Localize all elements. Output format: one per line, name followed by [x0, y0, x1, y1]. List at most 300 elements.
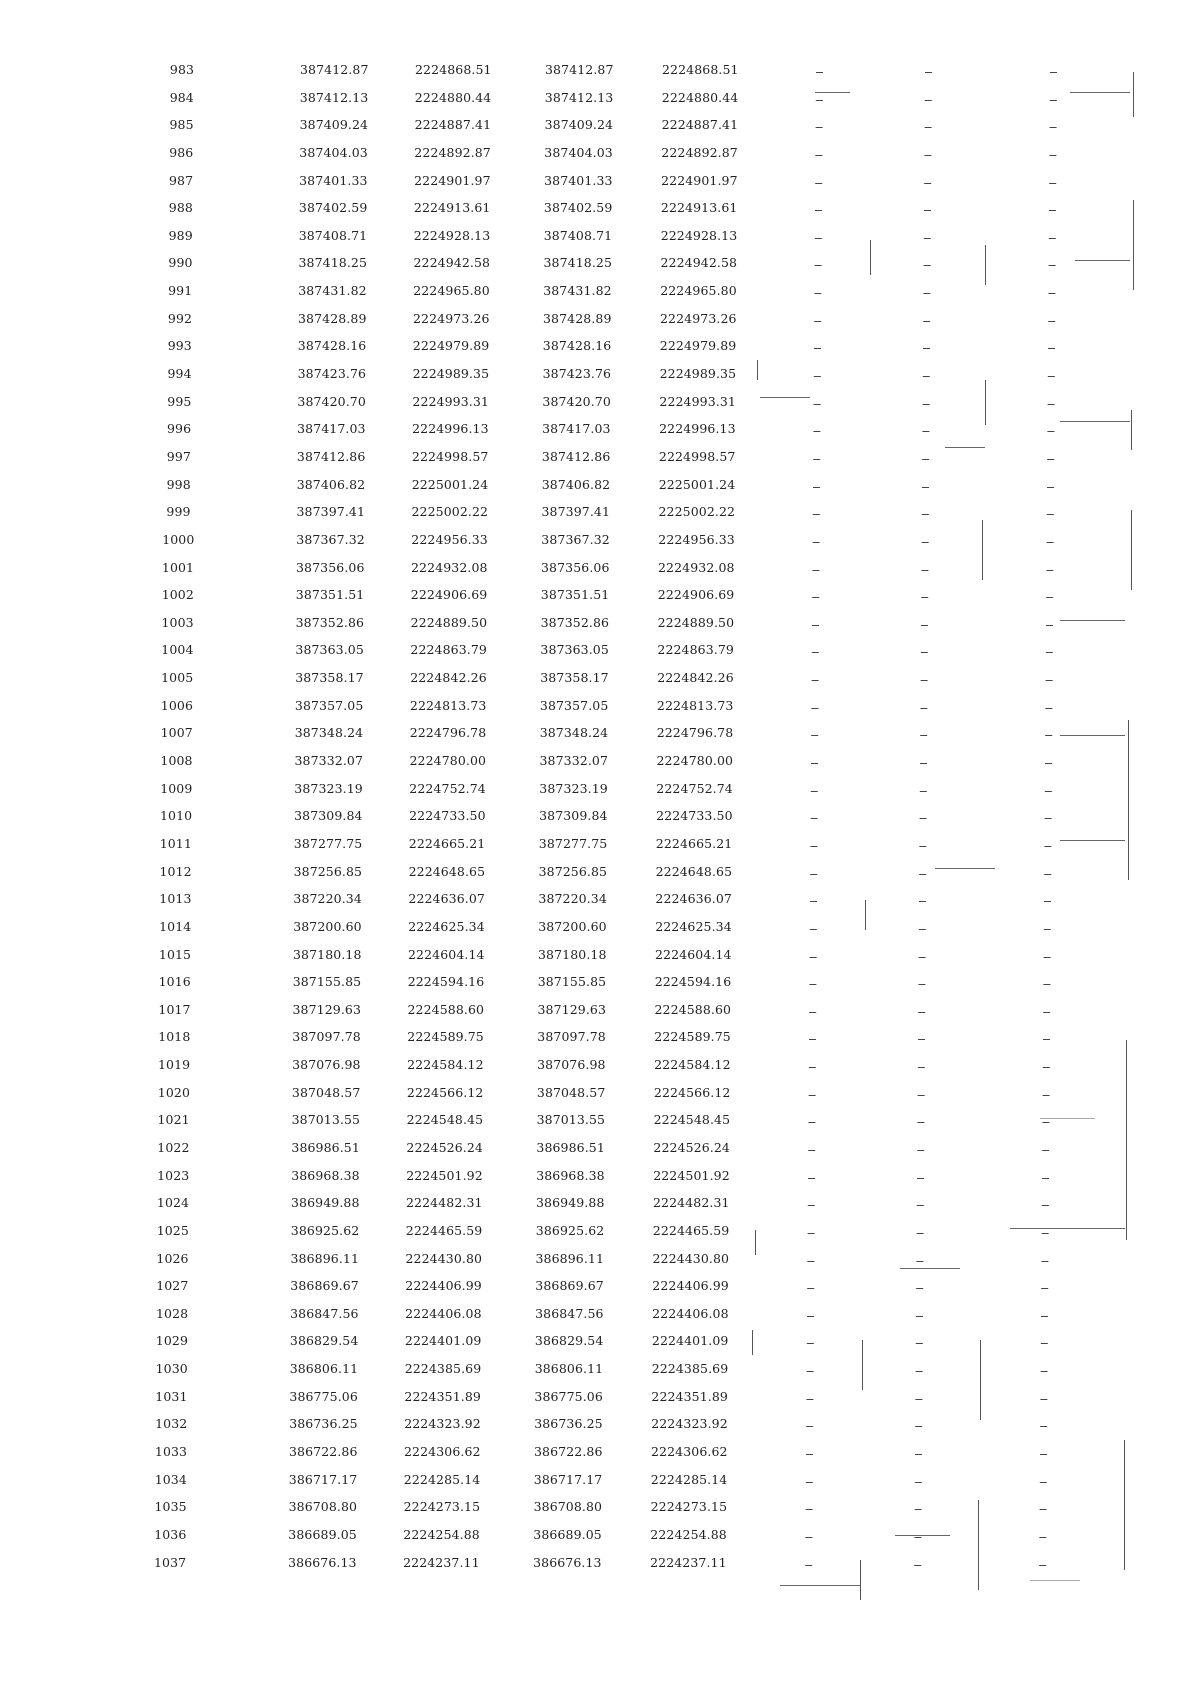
point-number: 987	[169, 172, 194, 188]
y-coordinate: 2224965.80	[413, 283, 490, 299]
scan-line	[815, 92, 850, 93]
table-row	[150, 1083, 1130, 1111]
x-coordinate: 387418.25	[298, 255, 367, 271]
empty-cell-dash	[811, 708, 818, 709]
y-coordinate: 2224956.33	[411, 531, 488, 547]
table-row	[150, 1553, 1130, 1581]
scan-line	[1075, 260, 1130, 261]
y-coordinate: 2224998.57	[411, 448, 489, 464]
x-coordinate: 387155.85	[292, 974, 362, 990]
point-number: 1008	[160, 753, 193, 769]
y-coordinate-repeat: 2224868.51	[662, 62, 739, 77]
point-number: 1010	[159, 808, 193, 824]
x-coordinate: 387401.33	[299, 172, 368, 188]
x-coordinate-repeat: 386676.13	[533, 1554, 602, 1570]
x-coordinate: 387404.03	[299, 144, 368, 160]
point-number: 1000	[162, 531, 195, 547]
point-number: 1028	[155, 1305, 189, 1321]
y-coordinate-repeat: 2224993.31	[659, 393, 736, 409]
table-row	[150, 1442, 1130, 1470]
scan-line	[757, 360, 758, 380]
empty-cell-dash	[813, 542, 820, 543]
x-coordinate-repeat: 386869.67	[535, 1278, 604, 1294]
scan-line	[752, 1330, 753, 1355]
empty-cell-dash	[1048, 321, 1055, 322]
empty-cell-dash	[815, 238, 822, 239]
y-coordinate-repeat: 2224584.12	[654, 1057, 731, 1073]
empty-cell-dash	[914, 1537, 921, 1538]
scan-line	[870, 240, 871, 275]
point-number: 1005	[161, 670, 194, 686]
empty-cell-dash	[813, 431, 820, 432]
x-coordinate-repeat: 386736.25	[534, 1416, 603, 1432]
x-coordinate: 387048.57	[291, 1084, 361, 1100]
scan-line	[1030, 1580, 1080, 1581]
empty-cell-dash	[808, 1178, 815, 1179]
table-row	[150, 972, 1130, 1000]
x-coordinate: 387397.41	[296, 504, 365, 520]
empty-cell-dash	[810, 957, 817, 958]
empty-cell-dash	[806, 1454, 813, 1455]
empty-cell-dash	[923, 404, 930, 405]
y-coordinate: 2224636.07	[408, 891, 485, 907]
empty-cell-dash	[808, 1122, 815, 1123]
y-coordinate: 2224913.61	[413, 200, 491, 216]
table-row	[150, 779, 1130, 807]
y-coordinate: 2224625.34	[408, 918, 485, 934]
empty-cell-dash	[1046, 680, 1053, 681]
scan-line	[1131, 410, 1132, 450]
x-coordinate-repeat: 387348.24	[539, 725, 609, 741]
x-coordinate: 387256.85	[293, 863, 363, 879]
point-number: 1013	[159, 891, 192, 907]
empty-cell-dash	[917, 1233, 924, 1234]
y-coordinate: 2224880.44	[414, 89, 492, 105]
table-row	[150, 1055, 1130, 1083]
table-row	[150, 862, 1130, 890]
table-row	[150, 917, 1130, 945]
scan-line	[985, 245, 986, 285]
empty-cell-dash	[1045, 735, 1052, 736]
x-coordinate: 386968.38	[291, 1167, 360, 1183]
y-coordinate: 2224928.13	[413, 227, 491, 243]
x-coordinate-repeat: 387358.17	[540, 670, 609, 686]
scan-line	[760, 397, 810, 398]
point-number: 1020	[157, 1084, 191, 1100]
empty-cell-dash	[921, 625, 928, 626]
x-coordinate: 387420.70	[297, 393, 366, 409]
point-number: 1018	[158, 1029, 191, 1045]
empty-cell-dash	[919, 846, 926, 847]
x-coordinate-repeat: 387406.82	[541, 476, 611, 492]
empty-cell-dash	[917, 1122, 924, 1123]
scan-line	[1133, 200, 1134, 290]
x-coordinate: 387220.34	[293, 891, 362, 907]
empty-cell-dash	[1043, 1012, 1050, 1013]
y-coordinate-repeat: 2224406.99	[652, 1278, 729, 1294]
point-number: 1012	[159, 863, 192, 879]
x-coordinate-repeat: 387417.03	[542, 421, 611, 437]
y-coordinate: 2224780.00	[409, 753, 487, 769]
y-coordinate: 2224892.87	[414, 144, 491, 160]
y-coordinate: 2224863.79	[410, 642, 487, 658]
scan-line	[1060, 620, 1125, 621]
table-row	[150, 668, 1130, 696]
empty-cell-dash	[812, 625, 819, 626]
table-row	[150, 309, 1130, 337]
y-coordinate: 2224996.13	[412, 421, 489, 437]
point-number: 1017	[158, 1001, 191, 1017]
y-coordinate: 2224526.24	[406, 1139, 483, 1155]
point-number: 1004	[161, 642, 194, 658]
x-coordinate-repeat: 387367.32	[541, 531, 610, 547]
point-number: 999	[166, 504, 191, 520]
point-number: 1003	[161, 614, 194, 630]
empty-cell-dash	[1046, 625, 1053, 626]
table-row	[150, 226, 1130, 254]
y-coordinate: 2224889.50	[410, 614, 488, 630]
empty-cell-dash	[1043, 1095, 1050, 1096]
empty-cell-dash	[810, 929, 817, 930]
empty-cell-dash	[923, 321, 930, 322]
point-number: 1021	[157, 1112, 190, 1128]
point-number: 1025	[156, 1222, 189, 1238]
y-coordinate: 2224482.31	[406, 1195, 483, 1211]
empty-cell-dash	[811, 818, 818, 819]
empty-cell-dash	[919, 929, 926, 930]
empty-cell-dash	[814, 348, 821, 349]
table-row	[150, 1138, 1130, 1166]
empty-cell-dash	[1043, 1067, 1050, 1068]
x-coordinate-repeat: 386949.88	[536, 1195, 605, 1211]
empty-cell-dash	[812, 680, 819, 681]
table-row	[150, 143, 1130, 171]
empty-cell-dash	[813, 487, 820, 488]
x-coordinate: 386775.06	[289, 1388, 358, 1404]
empty-cell-dash	[925, 127, 932, 128]
x-coordinate-repeat: 387428.89	[543, 310, 612, 326]
table-row	[150, 502, 1130, 530]
empty-cell-dash	[1049, 265, 1056, 266]
y-coordinate-repeat: 2224482.31	[653, 1195, 730, 1211]
x-coordinate-repeat: 387220.34	[538, 891, 607, 907]
x-coordinate-repeat: 387200.60	[538, 918, 607, 934]
point-number: 1037	[153, 1554, 187, 1570]
point-number: 1015	[158, 946, 192, 962]
point-number: 1024	[156, 1195, 190, 1211]
empty-cell-dash	[815, 265, 822, 266]
y-coordinate: 2224589.75	[407, 1029, 484, 1045]
y-coordinate: 2224584.12	[407, 1057, 484, 1073]
scan-line	[1070, 92, 1130, 93]
scan-line	[1126, 1040, 1127, 1240]
empty-cell-dash	[806, 1482, 813, 1483]
x-coordinate: 387412.13	[299, 89, 369, 105]
scan-line	[1124, 1440, 1125, 1570]
empty-cell-dash	[810, 874, 817, 875]
table-row	[150, 1193, 1130, 1221]
x-coordinate: 387357.05	[294, 697, 364, 713]
empty-cell-dash	[1041, 1371, 1048, 1372]
empty-cell-dash	[1044, 846, 1051, 847]
empty-cell-dash	[1045, 791, 1052, 792]
table-row	[150, 364, 1130, 392]
empty-cell-dash	[806, 1399, 813, 1400]
x-coordinate: 387428.89	[298, 310, 367, 326]
y-coordinate: 2224901.97	[414, 172, 491, 188]
empty-cell-dash	[923, 293, 930, 294]
y-coordinate: 2224648.65	[408, 863, 486, 879]
table-row	[150, 281, 1130, 309]
scan-line	[980, 1340, 981, 1420]
empty-cell-dash	[1044, 957, 1051, 958]
point-number: 988	[168, 200, 193, 216]
x-coordinate-repeat: 387351.51	[540, 587, 610, 603]
y-coordinate-repeat: 2224889.50	[657, 614, 735, 630]
table-row	[150, 475, 1130, 503]
empty-cell-dash	[915, 1509, 922, 1510]
x-coordinate-repeat: 387129.63	[537, 1001, 606, 1017]
x-coordinate-repeat: 387409.24	[544, 117, 614, 133]
x-coordinate: 387097.78	[292, 1029, 361, 1045]
empty-cell-dash	[1042, 1233, 1049, 1234]
x-coordinate: 387277.75	[293, 835, 363, 851]
x-coordinate: 387423.76	[297, 366, 367, 382]
y-coordinate-repeat: 2224998.57	[658, 448, 736, 464]
empty-cell-dash	[925, 100, 932, 101]
table-row	[150, 1525, 1130, 1553]
empty-cell-dash	[815, 210, 822, 211]
x-coordinate: 387180.18	[293, 946, 362, 962]
empty-cell-dash	[917, 1205, 924, 1206]
y-coordinate-repeat: 2224604.14	[655, 946, 732, 962]
scan-line	[1040, 1118, 1095, 1119]
table-row	[150, 585, 1130, 613]
point-number: 1002	[161, 587, 194, 603]
empty-cell-dash	[919, 874, 926, 875]
y-coordinate: 2224594.16	[407, 974, 485, 990]
x-coordinate: 386949.88	[291, 1195, 360, 1211]
empty-cell-dash	[915, 1482, 922, 1483]
y-coordinate-repeat: 2224996.13	[659, 421, 736, 437]
scan-line	[1010, 1228, 1125, 1229]
table-row	[150, 1221, 1130, 1249]
empty-cell-dash	[806, 1509, 813, 1510]
empty-cell-dash	[808, 1205, 815, 1206]
x-coordinate: 387323.19	[294, 780, 363, 796]
y-coordinate-repeat: 2224842.26	[657, 670, 734, 686]
point-number: 1027	[156, 1278, 189, 1294]
point-number: 997	[166, 448, 191, 464]
empty-cell-dash	[924, 210, 931, 211]
empty-cell-dash	[919, 957, 926, 958]
point-number: 985	[169, 117, 194, 133]
y-coordinate: 2224406.99	[405, 1278, 482, 1294]
x-coordinate-repeat: 386717.17	[533, 1471, 603, 1487]
x-coordinate: 387358.17	[295, 670, 364, 686]
x-coordinate-repeat: 387404.03	[544, 144, 613, 160]
x-coordinate: 386925.62	[290, 1222, 360, 1238]
x-coordinate-repeat: 387397.41	[541, 504, 610, 520]
x-coordinate-repeat: 387323.19	[539, 780, 608, 796]
empty-cell-dash	[1041, 1261, 1048, 1262]
y-coordinate-repeat: 2224913.61	[660, 200, 738, 216]
empty-cell-dash	[923, 348, 930, 349]
table-row	[150, 1000, 1130, 1028]
y-coordinate: 2224465.59	[405, 1222, 483, 1238]
y-coordinate: 2224501.92	[406, 1167, 483, 1183]
empty-cell-dash	[814, 376, 821, 377]
empty-cell-dash	[921, 597, 928, 598]
empty-cell-dash	[808, 1233, 815, 1234]
x-coordinate: 387351.51	[295, 587, 365, 603]
y-coordinate-repeat: 2224813.73	[656, 697, 734, 713]
y-coordinate-repeat: 2224385.69	[651, 1361, 729, 1377]
x-coordinate-repeat: 387155.85	[537, 974, 607, 990]
y-coordinate: 2224733.50	[409, 808, 486, 824]
x-coordinate: 387367.32	[296, 531, 365, 547]
empty-cell-dash	[917, 1178, 924, 1179]
point-number: 1030	[155, 1361, 188, 1377]
coordinate-table	[150, 60, 1130, 1580]
empty-cell-dash	[915, 1454, 922, 1455]
x-coordinate-repeat: 387412.86	[541, 448, 611, 464]
y-coordinate-repeat: 2224928.13	[660, 227, 738, 243]
empty-cell-dash	[1047, 431, 1054, 432]
table-row	[150, 1166, 1130, 1194]
point-number: 1032	[155, 1416, 188, 1432]
empty-cell-dash	[1044, 929, 1051, 930]
x-coordinate-repeat: 387277.75	[538, 835, 608, 851]
y-coordinate: 2224351.89	[404, 1388, 481, 1404]
empty-cell-dash	[920, 791, 927, 792]
y-coordinate-repeat: 2224901.97	[661, 172, 738, 188]
point-number: 989	[168, 227, 193, 243]
empty-cell-dash	[1049, 238, 1056, 239]
point-number: 984	[169, 89, 194, 105]
point-number: 995	[167, 393, 192, 409]
empty-cell-dash	[809, 984, 816, 985]
table-row	[150, 1027, 1130, 1055]
point-number: 1034	[154, 1471, 187, 1487]
y-coordinate-repeat: 2225002.22	[658, 504, 736, 520]
empty-cell-dash	[1045, 763, 1052, 764]
scan-line	[1131, 510, 1132, 590]
y-coordinate-repeat: 2224430.80	[652, 1250, 730, 1266]
table-row	[150, 1304, 1130, 1332]
x-coordinate: 387309.84	[294, 808, 363, 824]
x-coordinate-repeat: 387431.82	[543, 283, 612, 299]
y-coordinate: 2224665.21	[408, 835, 486, 851]
x-coordinate-repeat: 387428.16	[542, 338, 612, 354]
y-coordinate-repeat: 2224594.16	[654, 974, 732, 990]
empty-cell-dash	[809, 1095, 816, 1096]
empty-cell-dash	[1047, 514, 1054, 515]
empty-cell-dash	[1040, 1454, 1047, 1455]
x-coordinate: 386847.56	[290, 1305, 359, 1321]
y-coordinate: 2224973.26	[413, 310, 490, 326]
scan-line	[780, 1585, 860, 1586]
y-coordinate: 2224989.35	[412, 366, 490, 382]
x-coordinate: 387406.82	[296, 476, 366, 492]
empty-cell-dash	[807, 1343, 814, 1344]
empty-cell-dash	[924, 265, 931, 266]
table-row	[150, 1387, 1130, 1415]
x-coordinate: 387408.71	[298, 227, 368, 243]
table-row	[150, 1470, 1130, 1498]
y-coordinate-repeat: 2224932.08	[658, 559, 735, 575]
y-coordinate-repeat: 2224401.09	[651, 1333, 729, 1349]
empty-cell-dash	[811, 791, 818, 792]
empty-cell-dash	[918, 1067, 925, 1068]
x-coordinate: 387348.24	[294, 725, 364, 741]
table-row	[150, 1359, 1130, 1387]
y-coordinate-repeat: 2224566.12	[653, 1084, 731, 1100]
scan-line	[1060, 735, 1125, 736]
x-coordinate-repeat: 387402.59	[543, 200, 613, 216]
empty-cell-dash	[815, 155, 822, 156]
x-coordinate: 386986.51	[291, 1139, 360, 1155]
table-row	[150, 1276, 1130, 1304]
scan-line	[1060, 840, 1125, 841]
x-coordinate-repeat: 387352.86	[540, 614, 610, 630]
y-coordinate: 2224285.14	[403, 1471, 481, 1487]
x-coordinate-repeat: 387401.33	[544, 172, 613, 188]
empty-cell-dash	[805, 1537, 812, 1538]
x-coordinate: 387431.82	[298, 283, 367, 299]
y-coordinate: 2224887.41	[414, 117, 492, 133]
y-coordinate: 2224868.51	[415, 62, 492, 77]
x-coordinate: 387200.60	[293, 918, 362, 934]
empty-cell-dash	[924, 238, 931, 239]
y-coordinate-repeat: 2224796.78	[656, 725, 734, 741]
y-coordinate: 2224566.12	[406, 1084, 484, 1100]
y-coordinate-repeat: 2224965.80	[660, 283, 737, 299]
empty-cell-dash	[915, 1426, 922, 1427]
point-number: 992	[167, 310, 193, 326]
x-coordinate: 387129.63	[292, 1001, 361, 1017]
table-row	[150, 1331, 1130, 1359]
empty-cell-dash	[1039, 1537, 1046, 1538]
empty-cell-dash	[922, 487, 929, 488]
empty-cell-dash	[919, 901, 926, 902]
empty-cell-dash	[810, 846, 817, 847]
empty-cell-dash	[1049, 210, 1056, 211]
point-number: 1011	[159, 835, 192, 851]
y-coordinate-repeat: 2224351.89	[651, 1388, 728, 1404]
y-coordinate-repeat: 2224406.08	[652, 1305, 729, 1321]
table-row	[150, 88, 1130, 116]
empty-cell-dash	[811, 763, 818, 764]
x-coordinate-repeat: 387357.05	[539, 697, 609, 713]
empty-cell-dash	[1050, 72, 1057, 73]
x-coordinate: 386806.11	[289, 1361, 359, 1377]
y-coordinate: 2224588.60	[407, 1001, 485, 1017]
empty-cell-dash	[918, 984, 925, 985]
y-coordinate: 2224993.31	[412, 393, 489, 409]
empty-cell-dash	[808, 1150, 815, 1151]
empty-cell-dash	[1044, 901, 1051, 902]
table-row	[150, 640, 1130, 668]
empty-cell-dash	[816, 127, 823, 128]
empty-cell-dash	[814, 293, 821, 294]
empty-cell-dash	[813, 459, 820, 460]
empty-cell-dash	[807, 1261, 814, 1262]
x-coordinate: 387352.86	[295, 614, 365, 630]
empty-cell-dash	[1048, 376, 1055, 377]
empty-cell-dash	[805, 1565, 812, 1566]
empty-cell-dash	[1042, 1178, 1049, 1179]
